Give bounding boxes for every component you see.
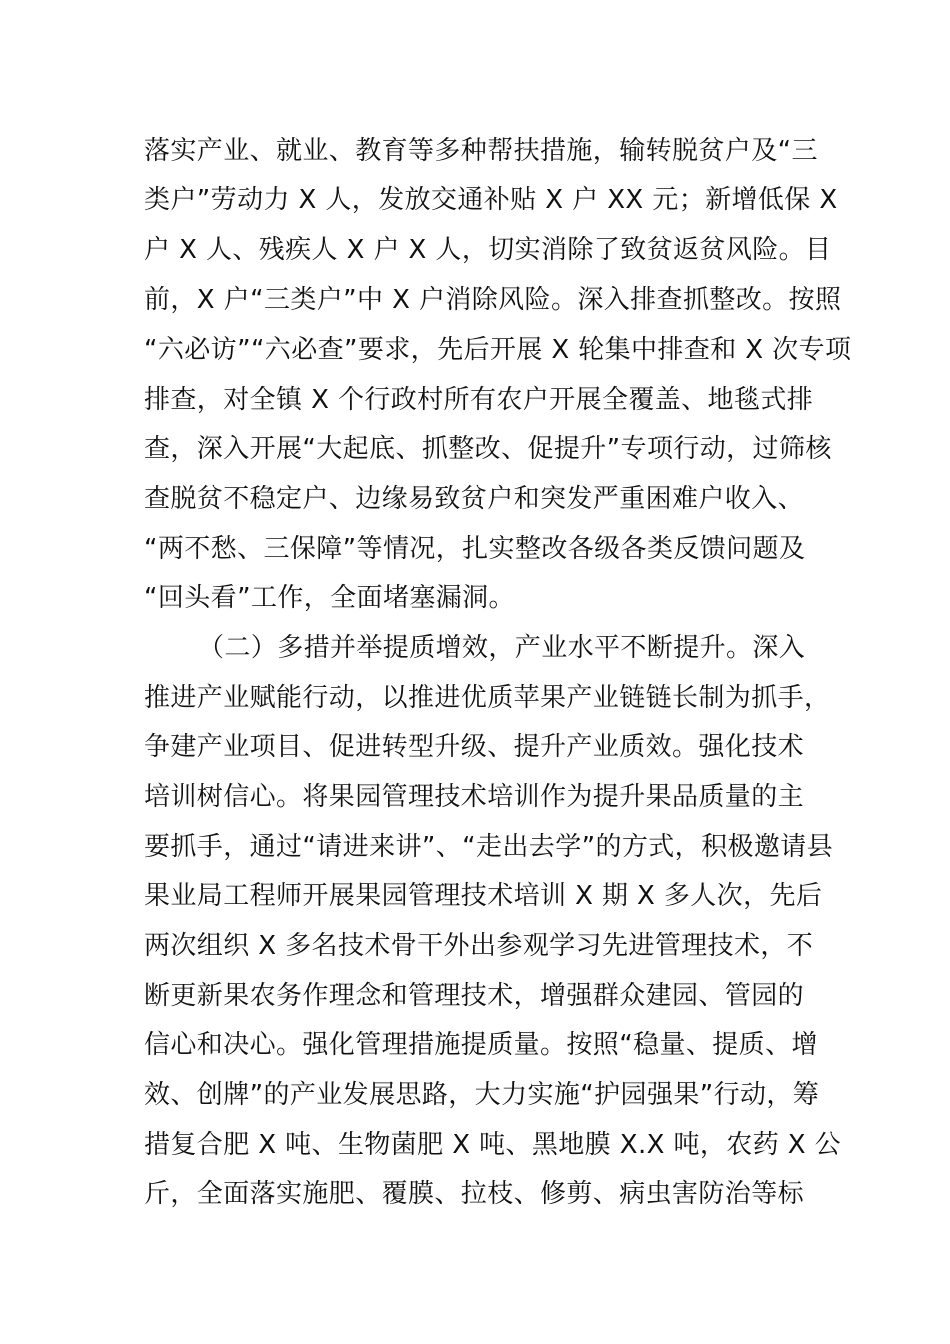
paragraph-line: 类户”劳动力 X 人，发放交通补贴 X 户 XX 元；新增低保 X	[144, 185, 838, 215]
paragraph-line: 措复合肥 X 吨、生物菌肥 X 吨、黑地膜 X.X 吨，农药 X 公	[144, 1130, 842, 1160]
paragraph-line: “两不愁、三保障”等情况，扎实整改各级各类反馈问题及	[144, 534, 806, 564]
paragraph-line: 培训树信心。将果园管理技术培训作为提升果品质量的主	[144, 782, 805, 812]
paragraph-line: 推进产业赋能行动，以推进优质苹果产业链链长制为抓手，	[144, 683, 831, 713]
paragraph-line: 排查，对全镇 X 个行政村所有农户开展全覆盖、地毯式排	[144, 385, 814, 415]
paragraph-line: “回头看”工作，全面堵塞漏洞。	[144, 583, 515, 613]
paragraph-line: 信心和决心。强化管理措施提质量。按照“稳量、提质、增	[144, 1030, 818, 1060]
paragraph-line: 户 X 人、残疾人 X 户 X 人，切实消除了致贫返贫风险。目	[144, 235, 832, 265]
paragraph-line: 要抓手，通过“请进来讲”、“走出去学”的方式，积极邀请县	[144, 832, 834, 862]
paragraph-line: 查，深入开展“大起底、抓整改、促提升”专项行动，过筛核	[144, 434, 832, 464]
paragraph-line: 落实产业、就业、教育等多种帮扶措施，输转脱贫户及“三	[144, 136, 818, 166]
paragraph-line: 查脱贫不稳定户、边缘易致贫户和突发严重困难户收入、	[144, 484, 805, 514]
section-heading-line: （二）多措并举提质增效，产业水平不断提升。深入	[198, 633, 806, 663]
paragraph-line: 两次组织 X 多名技术骨干外出参观学习先进管理技术，不	[144, 931, 814, 961]
paragraph-line: 效、创牌”的产业发展思路，大力实施“护园强果”行动，筹	[144, 1080, 820, 1110]
paragraph-line: 斤，全面落实施肥、覆膜、拉枝、修剪、病虫害防治等标	[144, 1179, 805, 1209]
paragraph-line: 前，X 户“三类户”中 X 户消除风险。深入排查抓整改。按照	[144, 285, 842, 315]
paragraph-line: 断更新果农务作理念和管理技术，增强群众建园、管园的	[144, 981, 805, 1011]
paragraph-line: 争建产业项目、促进转型升级、提升产业质效。强化技术	[144, 732, 805, 762]
paragraph-line: 果业局工程师开展果园管理技术培训 X 期 X 多人次，先后	[144, 881, 823, 911]
paragraph-line: “六必访”“六必查”要求，先后开展 X 轮集中排查和 X 次专项	[144, 335, 852, 365]
